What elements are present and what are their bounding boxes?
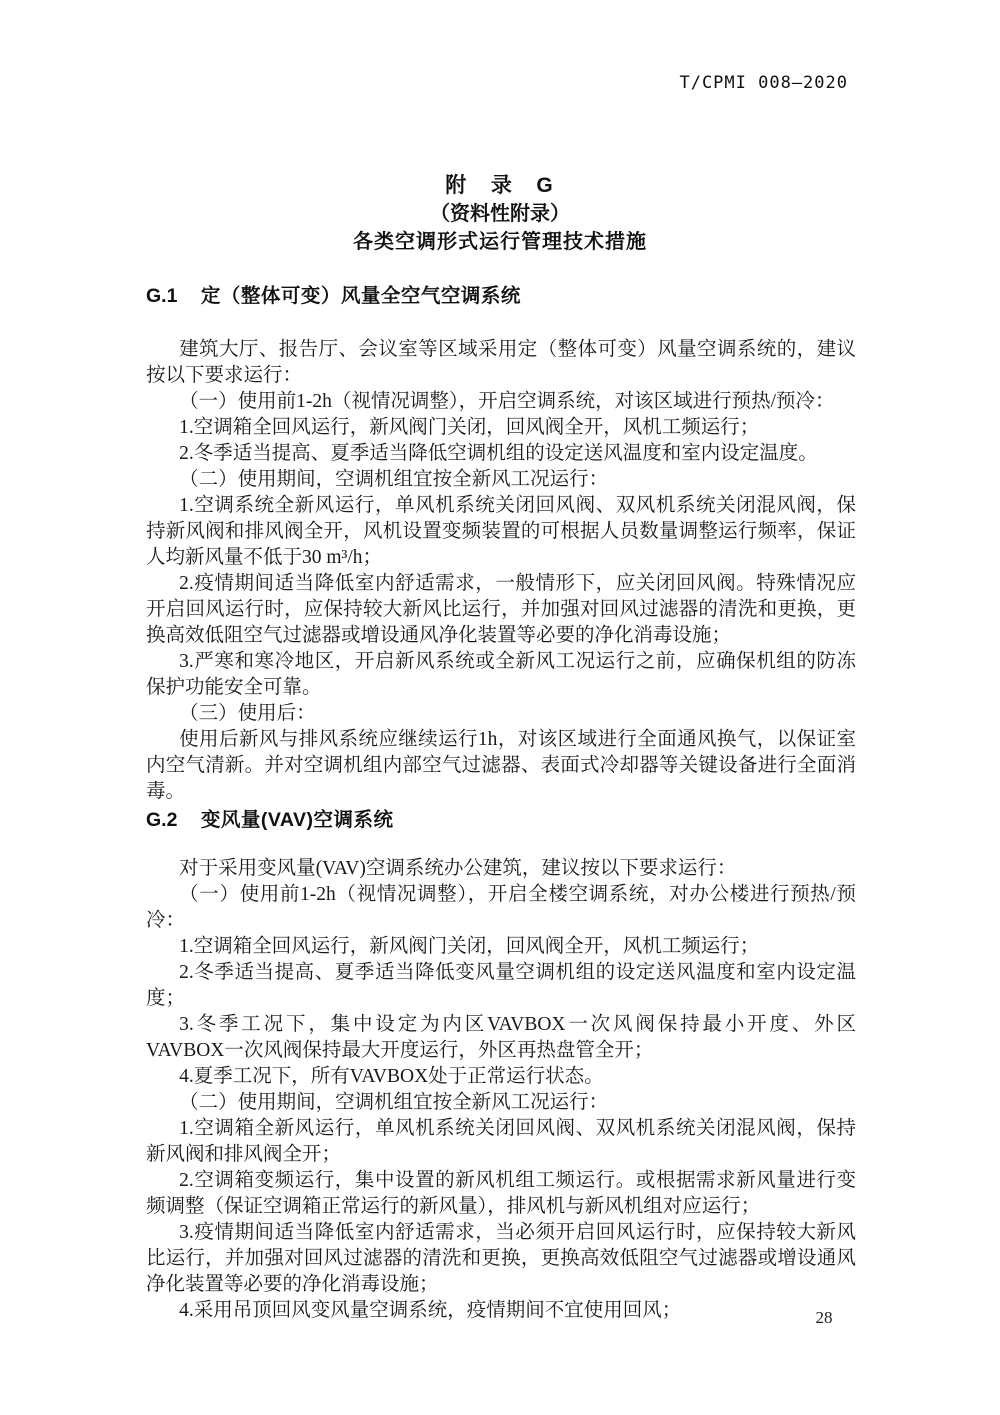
section-heading-g2	[146, 808, 856, 832]
paragraph: （一）使用前1-2h（视情况调整），开启全楼空调系统，对办公楼进行预热/预冷：	[146, 884, 856, 931]
document-header	[0, 73, 848, 93]
appendix-title-block	[0, 172, 1000, 256]
standard-number: T/CPMI 008—2020	[679, 73, 848, 93]
paragraph: 4.采用吊顶回风变风量空调系统，疫情期间不宜使用回风；	[179, 1300, 682, 1321]
paragraph: 1.空调箱全新风运行，单风机系统关闭回风阀、双风机系统关闭混风阀，保持新风阀和排风阀全开；	[146, 1118, 856, 1165]
section-body-g2	[146, 856, 856, 1324]
paragraph: （一）使用前1-2h（视情况调整），开启空调系统，对该区域进行预热/预冷：	[179, 391, 835, 412]
paragraph: 对于采用变风量(VAV)空调系统办公建筑，建议按以下要求运行：	[179, 858, 737, 879]
paragraph: 2.冬季适当提高、夏季适当降低空调机组的设定送风温度和室内设定温度。	[179, 443, 818, 464]
paragraph: 1.空调箱全回风运行，新风阀门关闭，回风阀全开，风机工频运行；	[179, 936, 760, 957]
paragraph: （三）使用后：	[179, 703, 316, 724]
appendix-title: 附 录 G	[445, 174, 555, 197]
paragraph: 1.空调箱全回风运行，新风阀门关闭，回风阀全开，风机工频运行；	[179, 417, 760, 438]
paragraph: 1.空调系统全新风运行，单风机系统关闭回风阀、双风机系统关闭混风阀，保持新风阀和排风阀全开，风机设置变频装置的可根据人员数量调整运行频率，保证人均新风量不低于30 m³/h；	[146, 495, 856, 568]
page-footer	[800, 1308, 848, 1328]
page-number: 28	[815, 1308, 833, 1327]
paragraph: 4.夏季工况下，所有VAVBOX处于正常运行状态。	[179, 1066, 604, 1087]
section-heading-text: 定（整体可变）风量全空气空调系统	[200, 285, 521, 307]
paragraph: 3.严寒和寒冷地区，开启新风系统或全新风工况运行之前，应确保机组的防冻保护功能安全可靠。	[146, 651, 856, 698]
paragraph: 3.疫情期间适当降低室内舒适需求，当必须开启回风运行时，应保持较大新风比运行，并加强对回风过滤器的清洗和更换，更换高效低阻空气过滤器或增设通风净化装置等必要的净化消毒设施；	[146, 1222, 856, 1295]
paragraph: 2.空调箱变频运行，集中设置的新风机组工频运行。或根据需求新风量进行变频调整（保证空调箱正常运行的新风量），排风机与新风机组对应运行；	[146, 1170, 856, 1217]
section-heading-text: 变风量(VAV)空调系统	[200, 809, 394, 831]
paragraph: 使用后新风与排风系统应继续运行1h，对该区域进行全面通风换气，以保证室内空气清新。并对空调机组内部空气过滤器、表面式冷却器等关键设备进行全面消毒。	[146, 729, 856, 802]
appendix-type: （资料性附录）	[430, 203, 570, 225]
appendix-subject: 各类空调形式运行管理技术措施	[353, 231, 647, 253]
section-number: G.1	[146, 285, 178, 307]
section-body-g1	[146, 337, 856, 805]
paragraph: 3.冬季工况下，集中设定为内区VAVBOX一次风阀保持最小开度、外区VAVBOX一次风阀保持最大开度运行，外区再热盘管全开；	[146, 1014, 856, 1061]
paragraph: 2.疫情期间适当降低室内舒适需求，一般情形下，应关闭回风阀。特殊情况应开启回风运行时，应保持较大新风比运行，并加强对回风过滤器的清洗和更换，更换高效低阻空气过滤器或增设通风净化装置等必要的净化消毒设施；	[146, 573, 856, 646]
paragraph: 2.冬季适当提高、夏季适当降低变风量空调机组的设定送风温度和室内设定温度；	[146, 962, 856, 1009]
paragraph: （二）使用期间，空调机组宜按全新风工况运行：	[179, 469, 609, 490]
section-heading-g1	[146, 284, 856, 308]
paragraph: 建筑大厅、报告厅、会议室等区域采用定（整体可变）风量空调系统的，建议按以下要求运行：	[146, 339, 856, 386]
section-number: G.2	[146, 809, 178, 831]
paragraph: （二）使用期间，空调机组宜按全新风工况运行：	[179, 1092, 609, 1113]
